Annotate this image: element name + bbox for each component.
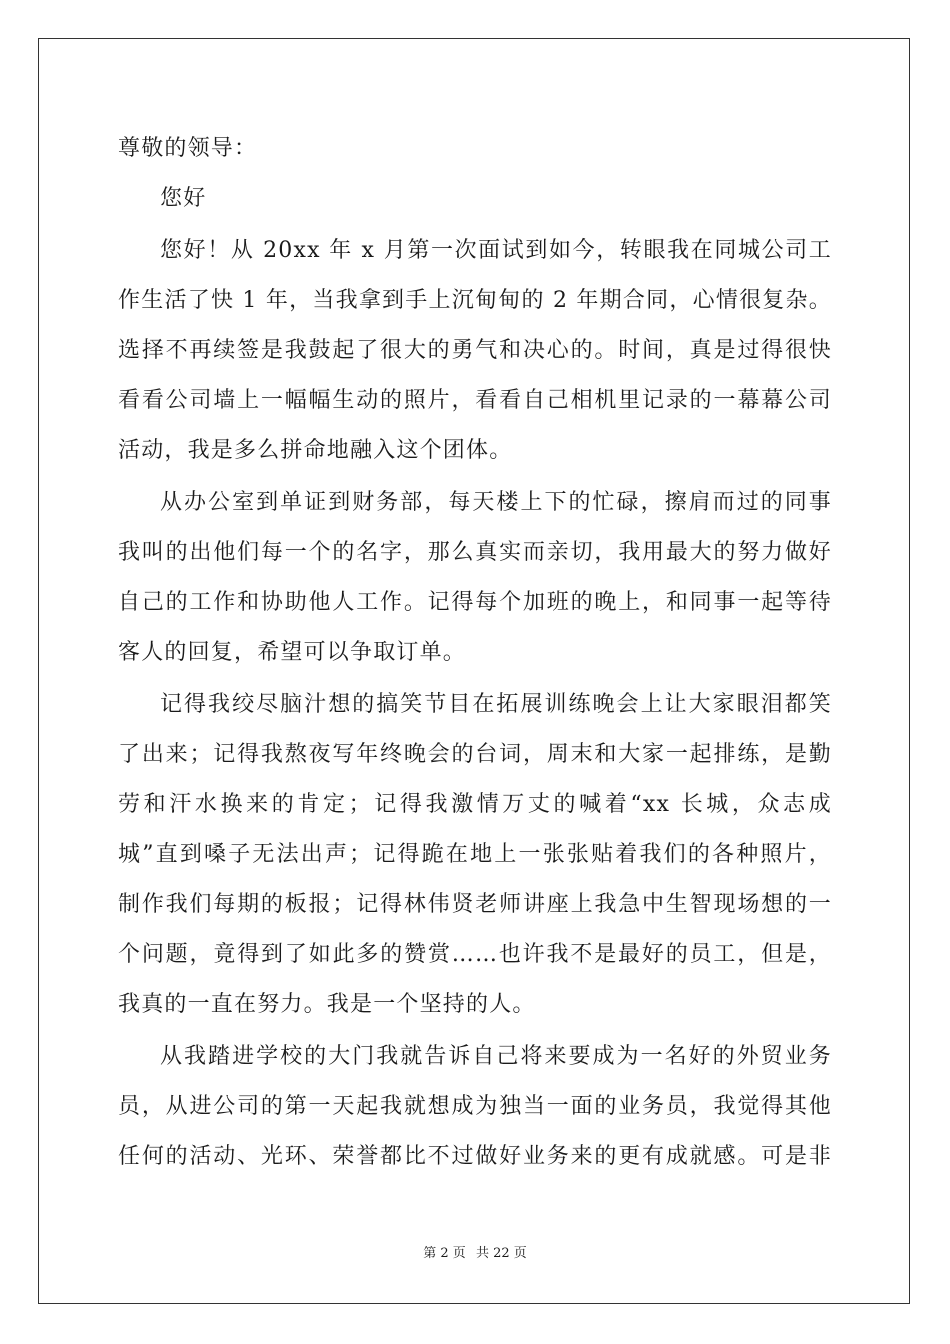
text-line: 记得我绞尽脑汁想的搞笑节目在拓展训练晚会上让大家眼泪都笑 bbox=[160, 692, 832, 717]
text-line: 活动，我是多么拼命地融入这个团体。 bbox=[118, 438, 513, 463]
text-line: 选择不再续签是我鼓起了很大的勇气和决心的。时间，真是过得很快 bbox=[118, 338, 832, 363]
text-line: 作生活了快 1 年，当我拿到手上沉甸甸的 2 年期合同，心情很复杂。 bbox=[118, 288, 832, 313]
page-total: 共 22 页 bbox=[475, 1246, 527, 1261]
text-line: 您好！从 20xx 年 x 月第一次面试到如今，转眼我在同城公司工 bbox=[160, 238, 832, 263]
text-line: 从我踏进学校的大门我就告诉自己将来要成为一名好的外贸业务 bbox=[160, 1044, 832, 1069]
text-line: 城”直到嗓子无法出声；记得跪在地上一张张贴着我们的各种照片， bbox=[118, 842, 832, 867]
text-line: 看看公司墙上一幅幅生动的照片，看看自己相机里记录的一幕幕公司 bbox=[118, 388, 832, 413]
text-line: 了出来；记得我熬夜写年终晚会的台词，周末和大家一起排练，是勤 bbox=[118, 742, 832, 767]
greeting: 尊敬的领导： bbox=[118, 136, 258, 161]
text-line: 个问题，竟得到了如此多的赞赏……也许我不是最好的员工，但是， bbox=[118, 942, 832, 967]
text-line: 客人的回复，希望可以争取订单。 bbox=[118, 640, 467, 665]
text-line: 制作我们每期的板报；记得林伟贤老师讲座上我急中生智现场想的一 bbox=[118, 892, 832, 917]
text-line: 自己的工作和协助他人工作。记得每个加班的晚上，和同事一起等待 bbox=[118, 590, 832, 615]
text-line: 我叫的出他们每一个的名字，那么真实而亲切，我用最大的努力做好 bbox=[118, 540, 832, 565]
text-line: 我真的一直在努力。我是一个坚持的人。 bbox=[118, 992, 536, 1017]
page-number: 第 2 页 bbox=[423, 1246, 466, 1261]
text-line: 从办公室到单证到财务部，每天楼上下的忙碌，擦肩而过的同事 bbox=[160, 490, 832, 515]
text-line: 劳和汗水换来的肯定；记得我激情万丈的喊着“xx 长城，众志成 bbox=[118, 792, 832, 817]
text-line: 任何的活动、光环、荣誉都比不过做好业务来的更有成就感。可是非 bbox=[118, 1144, 832, 1169]
text-line: 员，从进公司的第一天起我就想成为独当一面的业务员，我觉得其他 bbox=[118, 1094, 832, 1119]
page-footer bbox=[0, 1245, 950, 1263]
salutation: 您好 bbox=[160, 186, 207, 211]
